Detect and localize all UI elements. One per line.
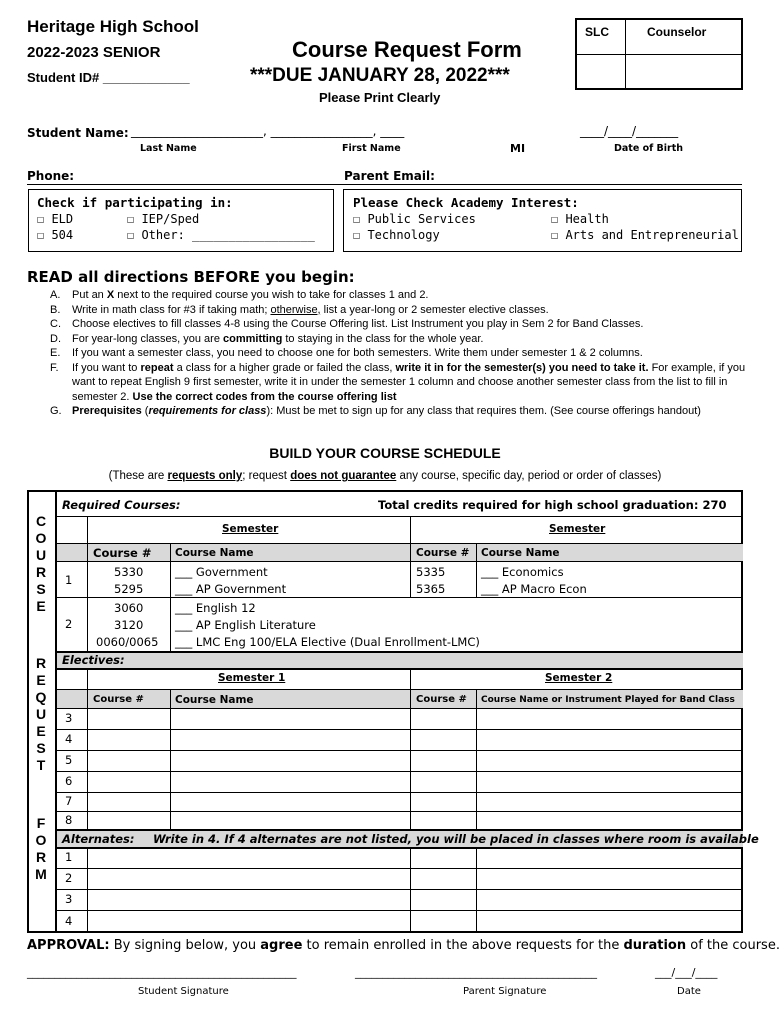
alternate-row-number: 2 — [65, 871, 73, 885]
side-letter: O — [35, 832, 47, 848]
header-shade — [55, 543, 743, 561]
elective-course-name-s2[interactable] — [477, 812, 742, 828]
counselor-label: Counselor — [647, 25, 707, 39]
side-letter: T — [36, 757, 46, 773]
grid-line — [55, 689, 743, 690]
direction-f: F. If you want to repeat a class for a higher grade or failed the class, write it in for the semester(s) you need to take it. For example, if you want to repeat English 9 first semester, write it in under the semester 1 column and choose another semester class from the list to fill in semester 2. Use the correct codes from the course offering list — [50, 361, 746, 403]
slc-label: SLC — [585, 25, 609, 39]
electives-shade — [55, 651, 743, 668]
alternate-course-num-s2[interactable] — [411, 890, 475, 909]
form-title: Course Request Form — [292, 37, 522, 62]
elective-course-name-s2[interactable] — [477, 793, 742, 810]
course-name: ___ AP Government — [175, 582, 287, 596]
academy-box — [343, 189, 742, 252]
elective-course-num-s1[interactable] — [88, 751, 169, 770]
elective-course-num-s2[interactable] — [411, 709, 475, 728]
elective-course-num-s2[interactable] — [411, 751, 475, 770]
grid-line — [55, 651, 743, 653]
grid-line — [55, 516, 743, 517]
elective-course-num-s2[interactable] — [411, 793, 475, 810]
elective-course-num-s2[interactable] — [411, 812, 475, 828]
checkbox-iep[interactable]: ☐ IEP/Sped — [127, 212, 200, 226]
course-code: 3120 — [114, 618, 144, 632]
parent-email-label: Parent Email: — [344, 169, 435, 183]
parent-signature-label: Parent Signature — [463, 986, 547, 997]
side-letter: U — [35, 547, 47, 563]
grid-line — [55, 490, 57, 933]
side-letter: C — [35, 513, 47, 529]
elective-course-name-s1[interactable] — [171, 730, 409, 749]
side-letter: U — [35, 706, 47, 722]
student-id-field[interactable]: Student ID# ____________ — [27, 70, 190, 85]
electives-label: Electives: — [62, 653, 125, 667]
row-number: 2 — [65, 617, 73, 631]
checkbox-504[interactable]: ☐ 504 — [37, 228, 74, 242]
alternate-row-number: 3 — [65, 892, 73, 906]
print-note: Please Print Clearly — [319, 90, 441, 105]
due-date: ***DUE JANUARY 28, 2022*** — [250, 65, 510, 86]
course-name: ___ AP Macro Econ — [481, 582, 587, 596]
directions-list — [50, 288, 760, 419]
side-letter: F — [36, 815, 46, 831]
last-name-label: Last Name — [140, 143, 197, 154]
elective-course-name-s2[interactable] — [477, 709, 742, 728]
grid-line — [87, 516, 88, 651]
direction-g: G. Prerequisites (requirements for class): Must be met to sign up for any class that requires them. (See course offerings handout) — [50, 405, 701, 417]
course-name-header: Course Name — [175, 694, 254, 706]
elective-course-name-s1[interactable] — [171, 772, 409, 791]
course-num-header: Course # — [93, 694, 144, 705]
directions-heading: READ all directions BEFORE you begin: — [27, 268, 355, 286]
course-code: 5330 — [114, 565, 144, 579]
direction-d: D. For year-long classes, you are committing to staying in the class for the whole year. — [50, 332, 484, 345]
alternate-row-number: 4 — [65, 914, 73, 928]
participation-heading: Check if participating in: — [37, 195, 233, 210]
course-num-header: Course # — [416, 694, 467, 705]
alternate-course-num-s2[interactable] — [411, 869, 475, 888]
elective-course-num-s2[interactable] — [411, 772, 475, 791]
course-name-header: Course Name — [175, 547, 254, 559]
course-num-header: Course # — [416, 547, 470, 559]
elective-row-number: 6 — [65, 774, 73, 788]
elective-course-name-s1[interactable] — [171, 793, 409, 810]
parent-signature-line[interactable]: ____________________________________________ — [355, 966, 597, 979]
course-code: 5365 — [416, 582, 446, 596]
elective-course-name-s1[interactable] — [171, 812, 409, 828]
student-name-label: Student Name: — [27, 126, 129, 140]
date-line[interactable]: ___/___/____ — [655, 966, 718, 979]
course-code: 0060/0065 — [96, 635, 159, 649]
checkbox-eld[interactable]: ☐ ELD — [37, 212, 74, 226]
grid-line — [476, 543, 477, 597]
elective-row-number: 5 — [65, 753, 73, 767]
alternate-course-s1[interactable] — [88, 869, 409, 888]
elective-course-num-s1[interactable] — [88, 812, 169, 828]
grid-line — [170, 543, 171, 651]
alternates-note: Write in 4. If 4 alternates are not listed, you will be placed in classes where room is available — [153, 832, 759, 846]
course-name: ___ AP English Literature — [175, 618, 316, 632]
side-letter: E — [36, 598, 46, 614]
approval-text: APPROVAL: By signing below, you agree to remain enrolled in the above requests for the duration of the course. — [27, 938, 780, 953]
elective-course-name-s1[interactable] — [171, 751, 409, 770]
checkbox-arts[interactable]: ☐ Arts and Entrepreneurial — [551, 228, 739, 242]
side-letter: O — [35, 530, 47, 546]
required-courses-label: Required Courses: — [62, 498, 181, 512]
row-number: 1 — [65, 573, 73, 587]
alternate-row-number: 1 — [65, 850, 73, 864]
direction-a: A. Put an X next to the required course you wish to take for classes 1 and 2. — [50, 289, 429, 301]
elective-course-name-s2[interactable] — [477, 772, 742, 791]
student-name-line[interactable]: ______________________, _________________, ____ — [131, 124, 405, 138]
side-letter: E — [36, 723, 46, 739]
course-code: 3060 — [114, 601, 144, 615]
side-letter: S — [36, 740, 46, 756]
elective-course-num-s1[interactable] — [88, 709, 169, 728]
course-name: ___ Government — [175, 565, 268, 579]
semester-label-left: Semester — [222, 523, 279, 535]
direction-e: E. If you want a semester class, you need to choose one for both semesters. Write them under semester 1 & 2 columns. — [50, 347, 643, 359]
alternate-course-s2[interactable] — [477, 848, 742, 867]
course-name-header: Course Name — [481, 547, 560, 559]
alternate-course-num-s2[interactable] — [411, 848, 475, 867]
elective-course-num-s2[interactable] — [411, 730, 475, 749]
alternate-course-num-s2[interactable] — [411, 911, 475, 932]
side-letter: R — [35, 849, 47, 865]
school-name: Heritage High School — [27, 17, 199, 36]
side-letter: E — [36, 672, 46, 688]
elective-course-num-s1[interactable] — [88, 793, 169, 810]
checkbox-health[interactable]: ☐ Health — [551, 212, 609, 226]
checkbox-other[interactable]: ☐ Other: _________________ — [127, 228, 315, 242]
direction-b: B. Write in math class for #3 if taking math; otherwise, list a year-long or 2 semester elective classes. — [50, 303, 549, 316]
total-credits-note: Total credits required for high school graduation: 270 — [378, 498, 727, 512]
elective-course-num-s1[interactable] — [88, 772, 169, 791]
alternate-course-s2[interactable] — [477, 890, 742, 909]
checkbox-public-services[interactable]: ☐ Public Services — [353, 212, 476, 226]
alternate-course-s1[interactable] — [88, 848, 409, 867]
elective-row-number: 8 — [65, 813, 73, 827]
semester-2-column-header: Course Name or Instrument Played for Band Class — [481, 695, 735, 705]
dob-label: Date of Birth — [614, 143, 684, 154]
phone-line[interactable] — [27, 184, 342, 185]
alternate-course-s2[interactable] — [477, 869, 742, 888]
course-num-header: Course # — [93, 546, 152, 560]
participation-box — [28, 189, 334, 252]
student-signature-label: Student Signature — [138, 986, 229, 997]
elective-course-name-s2[interactable] — [477, 751, 742, 770]
alternate-course-s1[interactable] — [88, 911, 409, 932]
alternate-course-s1[interactable] — [88, 890, 409, 909]
phone-label: Phone: — [27, 169, 75, 183]
alternates-label: Alternates: — [62, 832, 135, 846]
side-letter: R — [35, 655, 47, 671]
side-letter: M — [35, 866, 47, 882]
grid-line — [410, 516, 411, 597]
academy-heading: Please Check Academy Interest: — [353, 195, 579, 210]
grid-line — [55, 597, 743, 598]
first-name-label: First Name — [342, 143, 401, 154]
build-schedule-title: BUILD YOUR COURSE SCHEDULE — [269, 445, 501, 461]
course-name: ___ LMC Eng 100/ELA Elective (Dual Enrollment-LMC) — [175, 635, 480, 649]
dob-line[interactable]: ____/____/_______ — [580, 124, 679, 138]
grid-line — [55, 829, 743, 831]
semester-1-label: Semester 1 — [218, 672, 286, 684]
grid-line — [55, 543, 743, 544]
elective-course-num-s1[interactable] — [88, 730, 169, 749]
slc-counselor-box[interactable] — [575, 18, 743, 90]
grid-line — [55, 668, 743, 670]
side-letter: Q — [35, 689, 47, 705]
grid-line — [55, 561, 743, 562]
direction-c: C. Choose electives to fill classes 4-8 using the Course Offering list. List Instrument you play in Sem 2 for Band Classes. — [50, 318, 644, 330]
side-letter: S — [36, 581, 46, 597]
checkbox-technology[interactable]: ☐ Technology — [353, 228, 440, 242]
semester-2-label: Semester 2 — [545, 672, 613, 684]
elective-row-number: 4 — [65, 732, 73, 746]
course-code: 5295 — [114, 582, 144, 596]
course-code: 5335 — [416, 565, 446, 579]
mi-label: MI — [510, 142, 526, 155]
student-signature-line[interactable]: _________________________________________________ — [27, 966, 297, 979]
course-name: ___ English 12 — [175, 601, 256, 615]
side-letter: R — [35, 564, 47, 580]
elective-row-number: 3 — [65, 711, 73, 725]
elective-course-name-s1[interactable] — [171, 709, 409, 728]
semester-label-right: Semester — [549, 523, 606, 535]
elective-row-number: 7 — [65, 794, 73, 808]
requests-note: (These are requests only; request does not guarantee any course, specific day, period or order of classes) — [108, 470, 662, 482]
date-label: Date — [677, 986, 701, 997]
parent-email-line[interactable] — [342, 184, 742, 185]
elective-course-name-s2[interactable] — [477, 730, 742, 749]
alternate-course-s2[interactable] — [477, 911, 742, 932]
school-year: 2022-2023 SENIOR — [27, 44, 161, 61]
course-name: ___ Economics — [481, 565, 564, 579]
